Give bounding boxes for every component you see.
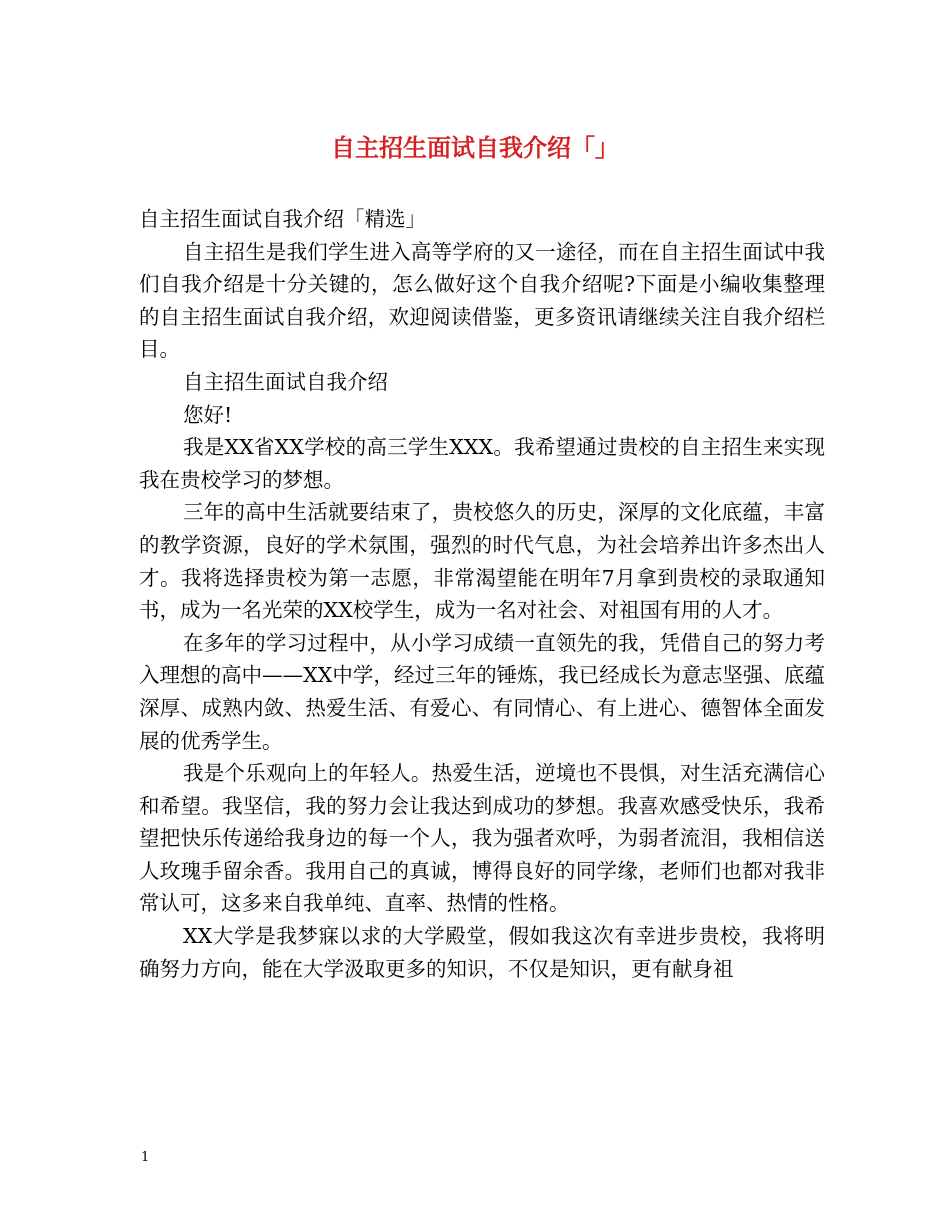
paragraph-subtitle: 自主招生面试自我介绍 [183, 369, 388, 394]
paragraph-heading: 自主招生面试自我介绍「精选」 [139, 207, 426, 231]
paragraph-study-history: 在多年的学习过程中，从小学习成绩一直领先的我，凭借自己的努力考入理想的高中——XX中学，经过三年的锤炼，我已经成长为意志坚强、底蕴深厚、成熟内敛、热爱生活、有爱心、有同情心、有上进心、德智体全面发展的优秀学生。 [139, 630, 825, 753]
paragraph-self-intro: 我是XX省XX学校的高三学生XXX。我希望通过贵校的自主招生来实现我在贵校学习的梦想。 [139, 435, 825, 492]
paragraph-university: XX大学是我梦寐以求的大学殿堂，假如我这次有幸进步贵校，我将明确努力方向，能在大学汲取更多的知识，不仅是知识，更有献身祖 [139, 924, 825, 981]
paragraph-greeting: 您好! [183, 402, 233, 427]
paragraph-school-choice: 三年的高中生活就要结束了，贵校悠久的历史，深厚的文化底蕴，丰富的教学资源，良好的学术氛围，强烈的时代气息，为社会培养出许多杰出人才。我将选择贵校为第一志愿，非常渴望能在明年7月拿到贵校的录取通知书，成为一名光荣的XX校学生，成为一名对社会、对祖国有用的人才。 [139, 500, 825, 623]
paragraph-intro: 自主招生是我们学生进入高等学府的又一途径，而在自主招生面试中我们自我介绍是十分关键的，怎么做好这个自我介绍呢?下面是小编收集整理的自主招生面试自我介绍，欢迎阅读借鉴，更多资讯请继续关注自我介绍栏目。 [139, 239, 825, 362]
document-body [139, 203, 825, 985]
paragraph-personality: 我是个乐观向上的年轻人。热爱生活，逆境也不畏惧，对生活充满信心和希望。我坚信，我的努力会让我达到成功的梦想。我喜欢感受快乐，我希望把快乐传递给我身边的每一个人，我为强者欢呼，为弱者流泪，我相信送人玫瑰手留余香。我用自己的真诚，博得良好的同学缘，老师们也都对我非常认可，这多来自我单纯、直率、热情的性格。 [139, 761, 825, 916]
document-title: 自主招生面试自我介绍「」 [331, 133, 619, 162]
page-number: 1 [141, 1150, 150, 1165]
